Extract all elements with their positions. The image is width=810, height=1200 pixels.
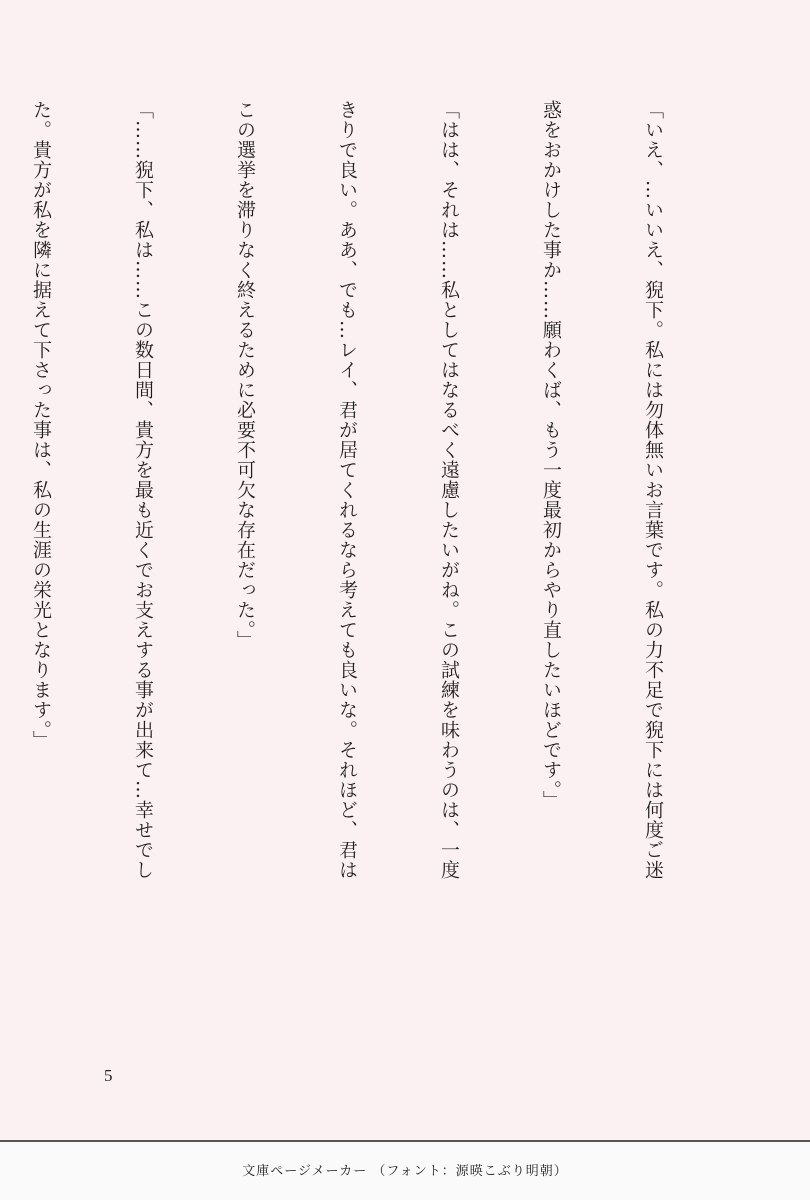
text-line: 惑をおかけした事か……願わくば、もう一度最初からやり直したいほどです。」 [540,100,562,811]
vertical-text-block [0,100,738,1020]
footer-bar [0,1142,810,1200]
footer-label: 文庫ページメーカー （フォント：源暎こぶり明朝） [242,1164,568,1179]
text-line: た。貴方が私を隣に据えて下さった事は、私の生涯の栄光となります。」 [30,100,52,751]
page-number: 5 [104,1066,113,1085]
text-line: 「はは、それは……私としてはなるべく遠慮したいがね。この試練を味わうのは、一度 [438,100,460,880]
text-line: 「いえ、…いいえ、猊下。私には勿体無いお言葉です。私の力不足で猊下には何度ご迷 [642,100,664,880]
text-line: 「……猊下、私は……この数日間、貴方を最も近くでお支えする事が出来て…幸せでし [132,100,154,880]
text-line: きりで良い。ああ、でも…レイ、君が居てくれるなら考えても良いな。それほど、君は [336,100,358,880]
text-line: この選挙を滞りなく終えるために必要不可欠な存在だった。」 [234,100,256,651]
